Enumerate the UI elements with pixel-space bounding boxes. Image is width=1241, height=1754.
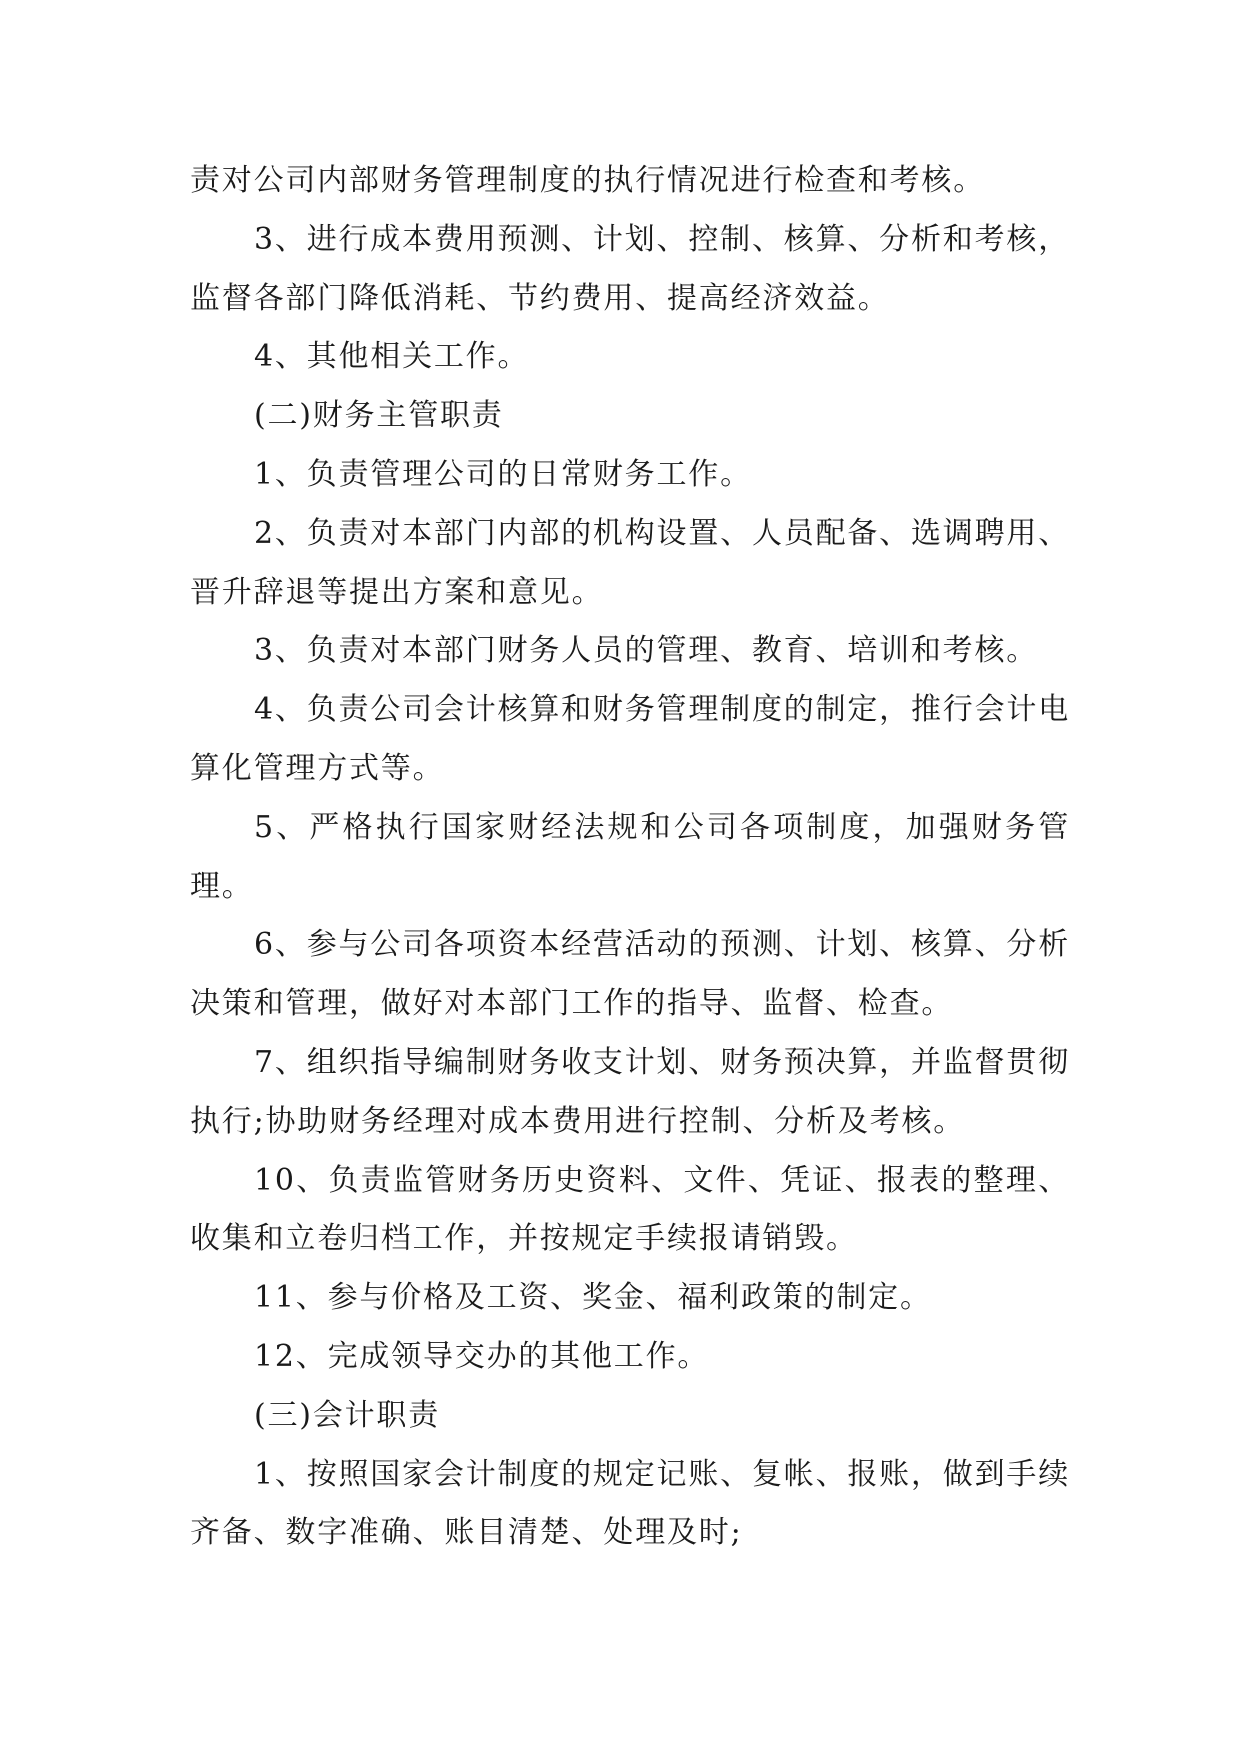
paragraph-item-11-pricing: 11、参与价格及工资、奖金、福利政策的制定。 [254,1280,932,1316]
paragraph-item-4-accounting-system: 4、负责公司会计核算和财务管理制度的制定，推行会计电算化管理方式等。 [190,692,1070,786]
paragraph-item-7-budget: 7、组织指导编制财务收支计划、财务预决算，并监督贯彻执行;协助财务经理对成本费用进行控制、分析及考核。 [190,1044,1070,1139]
paragraph-item-3-training: 3、负责对本部门财务人员的管理、教育、培训和考核。 [254,633,1039,669]
paragraph-item-6-capital: 6、参与公司各项资本经营活动的预测、计划、核算、分析决策和管理，做好对本部门工作的指导、监督、检查。 [190,927,1070,1022]
paragraph-continuation: 责对公司内部财务管理制度的执行情况进行检查和考核。 [190,163,985,198]
paragraph-item-10-archives: 10、负责监管财务历史资料、文件、凭证、报表的整理、收集和立卷归档工作，并按规定手续报请销毁。 [190,1162,1070,1257]
paragraph-item-3-cost: 3、进行成本费用预测、计划、控制、核算、分析和考核，监督各部门降低消耗、节约费用、提高经济效益。 [190,221,1070,316]
paragraph-item-5-regulations: 5、严格执行国家财经法规和公司各项制度，加强财务管理。 [190,809,1070,904]
paragraph-item-1-bookkeeping: 1、按照国家会计制度的规定记账、复帐、报账，做到手续齐备、数字准确、账目清楚、处理及时; [190,1456,1070,1551]
paragraph-item-4-other: 4、其他相关工作。 [254,339,530,375]
paragraph-item-2-staffing: 2、负责对本部门内部的机构设置、人员配备、选调聘用、晋升辞退等提出方案和意见。 [190,515,1070,610]
section-heading-finance-supervisor: (二)财务主管职责 [254,398,504,434]
section-heading-accountant: (三)会计职责 [254,1397,441,1433]
document-body [190,152,1070,1563]
paragraph-item-12-assigned: 12、完成领导交办的其他工作。 [254,1338,710,1374]
paragraph-item-1-daily: 1、负责管理公司的日常财务工作。 [254,456,752,492]
